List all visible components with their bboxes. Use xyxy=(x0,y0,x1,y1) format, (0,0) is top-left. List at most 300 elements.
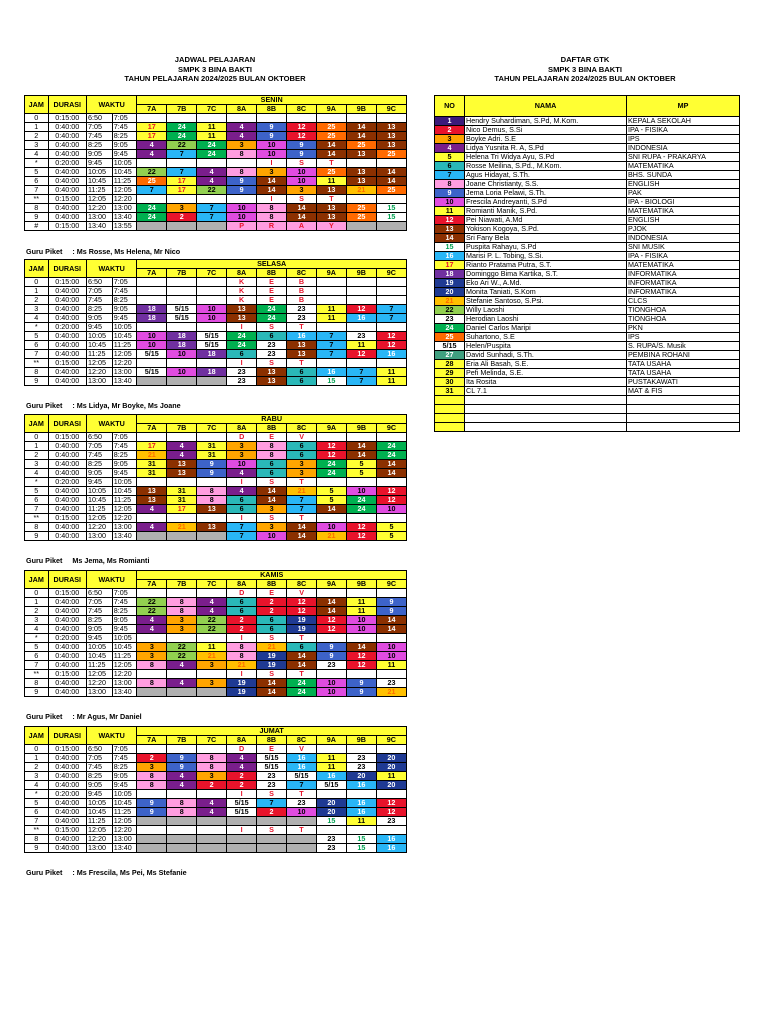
lesson-cell: 24 xyxy=(287,679,317,688)
lesson-cell: 9 xyxy=(257,132,287,141)
lesson-cell xyxy=(346,826,376,835)
lesson-cell: 10 xyxy=(317,688,347,697)
lesson-cell: 11 xyxy=(376,772,406,781)
waktu-start: 12:05 xyxy=(87,670,113,679)
lesson-cell: 13 xyxy=(316,213,346,222)
lesson-cell: 5 xyxy=(376,523,406,532)
lesson-cell: 5/15 xyxy=(197,341,227,350)
gtk-no: 19 xyxy=(435,279,465,288)
lesson-cell: 7 xyxy=(346,368,376,377)
waktu-end: 8:25 xyxy=(112,132,137,141)
lesson-cell xyxy=(137,817,167,826)
jam-cell: * xyxy=(25,478,49,487)
lesson-cell: 8 xyxy=(167,607,197,616)
lesson-cell: 23 xyxy=(316,835,346,844)
lesson-cell: 9 xyxy=(167,763,197,772)
lesson-cell xyxy=(167,195,197,204)
table-row xyxy=(435,171,740,180)
lesson-cell: 3 xyxy=(287,460,317,469)
lesson-cell: 10 xyxy=(376,652,406,661)
lesson-cell: 7 xyxy=(167,168,197,177)
durasi-cell: 0:40:00 xyxy=(48,451,87,460)
lesson-cell: 23 xyxy=(376,817,406,826)
jam-cell: 6 xyxy=(25,496,49,505)
gtk-nama: Pefi Melinda, S.E. xyxy=(465,369,627,378)
lesson-cell: T xyxy=(287,826,317,835)
lesson-cell: 10 xyxy=(287,808,317,817)
lesson-cell: 2 xyxy=(257,607,287,616)
class-header-7a: 7A xyxy=(137,269,167,278)
gtk-nama xyxy=(465,414,627,423)
gtk-no: 12 xyxy=(435,216,465,225)
lesson-cell: 8 xyxy=(197,754,227,763)
lesson-cell xyxy=(137,634,167,643)
gtk-no: 16 xyxy=(435,252,465,261)
lesson-cell xyxy=(197,532,227,541)
table-row xyxy=(25,305,407,314)
lesson-cell: 22 xyxy=(137,168,167,177)
durasi-header: DURASI xyxy=(48,260,87,278)
lesson-cell: 23 xyxy=(376,679,406,688)
lesson-cell: 9 xyxy=(376,598,406,607)
table-row xyxy=(25,670,407,679)
waktu-start: 13:00 xyxy=(87,688,113,697)
lesson-cell: V xyxy=(287,589,317,598)
gtk-no: 23 xyxy=(435,315,465,324)
lesson-cell: 12 xyxy=(376,341,406,350)
lesson-cell xyxy=(167,514,197,523)
lesson-cell: 18 xyxy=(197,350,227,359)
waktu-end: 13:40 xyxy=(112,377,137,386)
gtk-nama: Sri Fany Bela xyxy=(465,234,627,243)
lesson-cell: 10 xyxy=(167,368,197,377)
waktu-end: 13:40 xyxy=(112,532,137,541)
table-row xyxy=(25,159,407,168)
waktu-header: WAKTU xyxy=(87,727,137,745)
lesson-cell: 3 xyxy=(257,168,287,177)
durasi-cell: 0:40:00 xyxy=(48,204,87,213)
lesson-cell: 5 xyxy=(317,496,347,505)
lesson-cell xyxy=(317,670,347,679)
lesson-cell: 7 xyxy=(316,332,346,341)
table-row xyxy=(25,505,407,514)
durasi-cell: 0:40:00 xyxy=(48,141,87,150)
table-row xyxy=(25,688,407,697)
guru-piket-names: : Ms Lidya, Mr Boyke, Ms Joane xyxy=(72,401,181,410)
lesson-cell: 14 xyxy=(257,688,287,697)
lesson-cell: 12 xyxy=(347,532,377,541)
waktu-end: 13:00 xyxy=(112,835,137,844)
lesson-cell: I xyxy=(257,195,287,204)
waktu-end: 7:45 xyxy=(112,754,137,763)
lesson-cell: 23 xyxy=(227,368,257,377)
jam-cell: 5 xyxy=(25,168,49,177)
gtk-nama: Ita Rosita xyxy=(465,378,627,387)
gtk-mp: TATA USAHA xyxy=(627,369,740,378)
lesson-cell: 11 xyxy=(316,754,346,763)
waktu-header: WAKTU xyxy=(87,415,137,433)
lesson-cell: 3 xyxy=(137,763,167,772)
jam-cell: 2 xyxy=(25,607,49,616)
lesson-cell: 3 xyxy=(197,661,227,670)
lesson-cell: E xyxy=(257,296,287,305)
waktu-end: 12:20 xyxy=(112,195,137,204)
waktu-start: 11:25 xyxy=(87,817,113,826)
jam-header: JAM xyxy=(25,415,49,433)
lesson-cell xyxy=(197,195,227,204)
class-header-8c: 8C xyxy=(287,105,317,114)
lesson-cell: 12 xyxy=(346,350,376,359)
lesson-cell: 21 xyxy=(287,487,317,496)
jam-cell: * xyxy=(25,323,49,332)
gtk-no: 25 xyxy=(435,333,465,342)
waktu-end: 9:45 xyxy=(112,625,137,634)
lesson-cell: 17 xyxy=(167,186,197,195)
lesson-cell: 6 xyxy=(287,377,317,386)
table-row xyxy=(435,252,740,261)
lesson-cell xyxy=(316,745,346,754)
lesson-cell xyxy=(137,688,167,697)
lesson-cell xyxy=(347,433,377,442)
lesson-cell: 14 xyxy=(316,150,346,159)
lesson-cell: 14 xyxy=(317,505,347,514)
waktu-start: 7:45 xyxy=(87,763,113,772)
lesson-cell xyxy=(137,359,167,368)
lesson-cell: 12 xyxy=(287,598,317,607)
lesson-cell: 3 xyxy=(197,679,227,688)
lesson-cell: 16 xyxy=(346,314,376,323)
table-row xyxy=(435,369,740,378)
jam-cell: 7 xyxy=(25,661,49,670)
lesson-cell: 6 xyxy=(257,469,287,478)
class-header-9a: 9A xyxy=(316,105,346,114)
table-row xyxy=(435,180,740,189)
schedule-selasa xyxy=(24,259,407,386)
lesson-cell: 13 xyxy=(346,168,376,177)
table-row xyxy=(25,763,407,772)
lesson-cell xyxy=(346,296,376,305)
lesson-cell: 4 xyxy=(137,505,167,514)
lesson-cell: 10 xyxy=(347,616,377,625)
gtk-mp xyxy=(627,414,740,423)
lesson-cell: 14 xyxy=(376,168,406,177)
gtk-nama: Agus Hidayat, S.Th. xyxy=(465,171,627,180)
lesson-cell xyxy=(287,844,317,853)
lesson-cell xyxy=(167,222,197,231)
lesson-cell: 6 xyxy=(227,598,257,607)
lesson-cell: 10 xyxy=(347,625,377,634)
durasi-cell: 0:15:00 xyxy=(48,433,87,442)
gtk-no xyxy=(435,423,465,432)
waktu-start: 7:45 xyxy=(87,607,113,616)
waktu-start: 7:05 xyxy=(87,287,113,296)
waktu-end: 11:25 xyxy=(112,496,137,505)
jam-cell: 9 xyxy=(25,213,49,222)
lesson-cell: 24 xyxy=(137,213,167,222)
lesson-cell xyxy=(137,670,167,679)
lesson-cell: A xyxy=(287,222,317,231)
lesson-cell xyxy=(167,478,197,487)
lesson-cell xyxy=(346,790,376,799)
lesson-cell: 7 xyxy=(316,341,346,350)
gtk-mp: KEPALA SEKOLAH xyxy=(627,117,740,126)
jam-cell: 3 xyxy=(25,772,49,781)
gtk-nama: Daniel Carlos Maripi xyxy=(465,324,627,333)
lesson-cell: 13 xyxy=(346,177,376,186)
lesson-cell: 12 xyxy=(317,625,347,634)
lesson-cell xyxy=(376,222,406,231)
lesson-cell: 22 xyxy=(167,141,197,150)
durasi-cell: 0:40:00 xyxy=(48,332,87,341)
lesson-cell: 24 xyxy=(197,141,227,150)
lesson-cell: 5/15 xyxy=(227,799,257,808)
lesson-cell xyxy=(317,478,347,487)
lesson-cell: 23 xyxy=(227,377,257,386)
lesson-cell: 7 xyxy=(316,350,346,359)
waktu-end: 8:25 xyxy=(112,296,137,305)
lesson-cell xyxy=(137,478,167,487)
lesson-cell: 4 xyxy=(197,177,227,186)
class-header-7c: 7C xyxy=(197,580,227,589)
lesson-cell xyxy=(167,790,197,799)
lesson-cell xyxy=(347,634,377,643)
lesson-cell: 4 xyxy=(197,598,227,607)
lesson-cell: 8 xyxy=(257,213,287,222)
durasi-cell: 0:40:00 xyxy=(48,763,87,772)
waktu-end: 7:45 xyxy=(112,123,137,132)
lesson-cell: T xyxy=(287,514,317,523)
waktu-end: 12:20 xyxy=(112,359,137,368)
table-row xyxy=(25,287,407,296)
lesson-cell: 16 xyxy=(287,763,317,772)
waktu-end: 7:05 xyxy=(112,745,137,754)
lesson-cell: B xyxy=(287,287,317,296)
gtk-mp: INFORMATIKA xyxy=(627,288,740,297)
lesson-cell xyxy=(316,359,346,368)
lesson-cell: 7 xyxy=(227,532,257,541)
table-row xyxy=(435,225,740,234)
table-row xyxy=(25,451,407,460)
lesson-cell: 10 xyxy=(137,341,167,350)
lesson-cell: I xyxy=(227,323,257,332)
day-name: SENIN xyxy=(137,96,407,105)
lesson-cell: 13 xyxy=(316,204,346,213)
table-row xyxy=(25,634,407,643)
lesson-cell xyxy=(317,589,347,598)
lesson-cell: 9 xyxy=(227,177,257,186)
waktu-start: 10:05 xyxy=(87,799,113,808)
durasi-cell: 0:40:00 xyxy=(48,835,87,844)
lesson-cell: D xyxy=(227,433,257,442)
class-header-9b: 9B xyxy=(346,105,376,114)
lesson-cell: I xyxy=(257,159,287,168)
lesson-cell: 8 xyxy=(137,781,167,790)
lesson-cell: 14 xyxy=(317,607,347,616)
lesson-cell: 18 xyxy=(167,332,197,341)
gtk-mp: IPS xyxy=(627,135,740,144)
durasi-cell: 0:40:00 xyxy=(48,505,87,514)
lesson-cell: 4 xyxy=(197,808,227,817)
class-header-8b: 8B xyxy=(257,424,287,433)
durasi-cell: 0:40:00 xyxy=(48,487,87,496)
durasi-cell: 0:40:00 xyxy=(48,177,87,186)
durasi-cell: 0:15:00 xyxy=(48,222,87,231)
lesson-cell: 9 xyxy=(347,688,377,697)
lesson-cell: T xyxy=(287,323,317,332)
lesson-cell xyxy=(167,433,197,442)
gtk-no-header: NO xyxy=(435,96,465,117)
lesson-cell xyxy=(227,844,257,853)
gtk-title: DAFTAR GTK xyxy=(560,55,610,64)
lesson-cell xyxy=(317,634,347,643)
gtk-mp: CLCS xyxy=(627,297,740,306)
day-name: KAMIS xyxy=(137,571,407,580)
lesson-cell: K xyxy=(227,287,257,296)
gtk-nama: Monita Taniati, S.Kom xyxy=(465,288,627,297)
gtk-no: 5 xyxy=(435,153,465,162)
lesson-cell: 20 xyxy=(376,781,406,790)
lesson-cell: 2 xyxy=(257,808,287,817)
lesson-cell: V xyxy=(287,433,317,442)
table-row xyxy=(25,341,407,350)
lesson-cell: 8 xyxy=(167,808,197,817)
lesson-cell xyxy=(137,278,167,287)
class-header-7a: 7A xyxy=(137,736,167,745)
lesson-cell xyxy=(137,222,167,231)
table-row xyxy=(435,135,740,144)
lesson-cell: 8 xyxy=(257,204,287,213)
table-row xyxy=(25,150,407,159)
waktu-start: 12:20 xyxy=(87,679,113,688)
lesson-cell: 7 xyxy=(227,523,257,532)
lesson-cell: 24 xyxy=(257,314,287,323)
gtk-mp: MAT & FIS xyxy=(627,387,740,396)
lesson-cell: 11 xyxy=(316,763,346,772)
lesson-cell: S xyxy=(257,359,287,368)
lesson-cell: 4 xyxy=(227,763,257,772)
lesson-cell xyxy=(376,514,406,523)
jam-cell: 3 xyxy=(25,616,49,625)
waktu-start: 12:05 xyxy=(87,359,113,368)
lesson-cell: 9 xyxy=(257,123,287,132)
lesson-cell: 24 xyxy=(197,150,227,159)
lesson-cell: 12 xyxy=(287,132,317,141)
lesson-cell: 25 xyxy=(376,186,406,195)
durasi-cell: 0:20:00 xyxy=(48,323,87,332)
lesson-cell xyxy=(287,114,317,123)
waktu-start: 6:50 xyxy=(87,278,113,287)
table-row xyxy=(25,799,407,808)
lesson-cell: B xyxy=(287,296,317,305)
lesson-cell: 12 xyxy=(287,123,317,132)
durasi-cell: 0:20:00 xyxy=(48,159,87,168)
waktu-end: 7:45 xyxy=(112,442,137,451)
waktu-end: 10:45 xyxy=(112,487,137,496)
durasi-cell: 0:15:00 xyxy=(48,745,87,754)
lesson-cell xyxy=(197,433,227,442)
waktu-end: 13:00 xyxy=(112,679,137,688)
waktu-start: 11:25 xyxy=(87,505,113,514)
class-header-8c: 8C xyxy=(287,580,317,589)
lesson-cell: 24 xyxy=(317,460,347,469)
lesson-cell: 23 xyxy=(287,314,317,323)
waktu-end: 13:00 xyxy=(112,368,137,377)
class-header-9c: 9C xyxy=(376,580,406,589)
class-header-7c: 7C xyxy=(197,105,227,114)
lesson-cell: 16 xyxy=(376,835,406,844)
lesson-cell: 2 xyxy=(137,754,167,763)
lesson-cell: P xyxy=(227,222,257,231)
lesson-cell xyxy=(376,359,406,368)
waktu-start: 8:25 xyxy=(87,616,113,625)
guru-piket-label: Guru Piket xyxy=(26,556,63,565)
gtk-no: 20 xyxy=(435,288,465,297)
table-row xyxy=(435,117,740,126)
lesson-cell xyxy=(137,790,167,799)
lesson-cell: 20 xyxy=(376,763,406,772)
lesson-cell: 12 xyxy=(376,487,406,496)
durasi-cell: 0:15:00 xyxy=(48,826,87,835)
waktu-start: 7:45 xyxy=(87,451,113,460)
lesson-cell: 24 xyxy=(347,496,377,505)
lesson-cell xyxy=(346,278,376,287)
class-header-9a: 9A xyxy=(316,269,346,278)
lesson-cell xyxy=(197,790,227,799)
gtk-nama: Boyke Adri. S.E xyxy=(465,135,627,144)
gtk-nama: Rosse Meilina, S.Pd., M.Kom. xyxy=(465,162,627,171)
waktu-start: 9:45 xyxy=(87,159,113,168)
table-row xyxy=(435,144,740,153)
class-header-7c: 7C xyxy=(197,424,227,433)
lesson-cell: 5 xyxy=(317,487,347,496)
lesson-cell: 2 xyxy=(227,616,257,625)
gtk-no: 9 xyxy=(435,189,465,198)
lesson-cell: 7 xyxy=(287,505,317,514)
lesson-cell xyxy=(137,287,167,296)
lesson-cell: 10 xyxy=(197,305,227,314)
waktu-start: 7:45 xyxy=(87,296,113,305)
waktu-end: 12:05 xyxy=(112,350,137,359)
gtk-nama: CL 7.1 xyxy=(465,387,627,396)
lesson-cell: 25 xyxy=(316,132,346,141)
waktu-start: 8:25 xyxy=(87,460,113,469)
class-header-7b: 7B xyxy=(167,736,197,745)
durasi-cell: 0:15:00 xyxy=(48,514,87,523)
lesson-cell: 14 xyxy=(257,186,287,195)
lesson-cell: 19 xyxy=(287,625,317,634)
durasi-cell: 0:40:00 xyxy=(48,341,87,350)
lesson-cell: 10 xyxy=(257,532,287,541)
lesson-cell: 2 xyxy=(167,213,197,222)
lesson-cell: 4 xyxy=(137,616,167,625)
lesson-cell: 9 xyxy=(347,679,377,688)
jam-cell: 4 xyxy=(25,625,49,634)
waktu-start: 7:05 xyxy=(87,123,113,132)
lesson-cell: 12 xyxy=(346,305,376,314)
durasi-cell: 0:40:00 xyxy=(48,368,87,377)
lesson-cell: 5/15 xyxy=(167,314,197,323)
table-row xyxy=(25,204,407,213)
jam-cell: 0 xyxy=(25,278,49,287)
lesson-cell: 14 xyxy=(287,523,317,532)
waktu-end: 10:45 xyxy=(112,332,137,341)
table-row xyxy=(25,168,407,177)
lesson-cell xyxy=(316,296,346,305)
gtk-mp xyxy=(627,423,740,432)
waktu-start: 7:05 xyxy=(87,442,113,451)
table-row xyxy=(435,234,740,243)
lesson-cell: 16 xyxy=(376,350,406,359)
